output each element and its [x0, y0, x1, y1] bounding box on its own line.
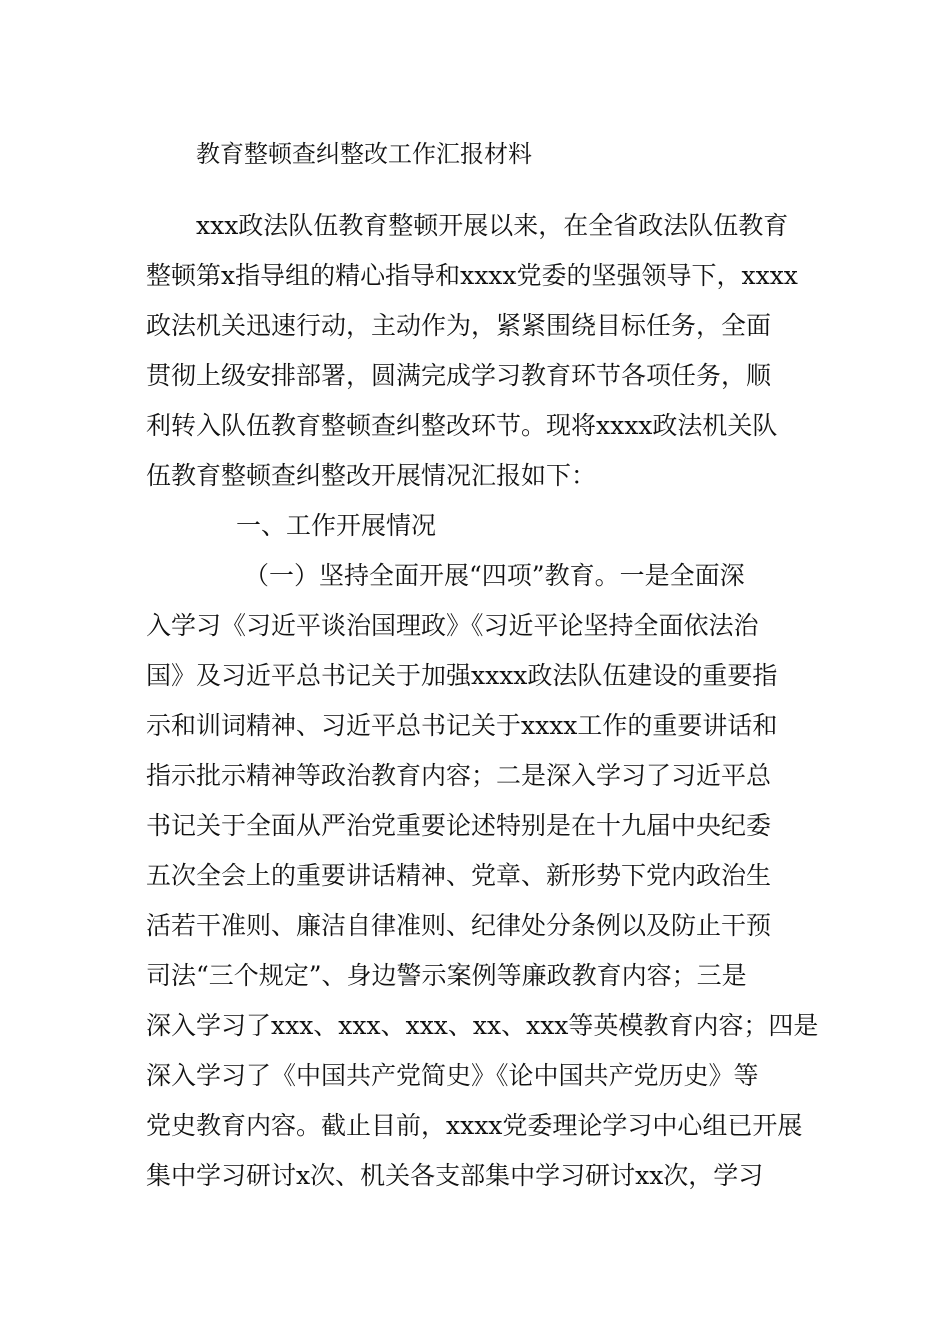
- paragraph-line: 示和训词精神、习近平总书记关于xxxx工作的重要讲话和: [146, 711, 778, 740]
- paragraph-line: 司法“三个规定”、身边警示案例等廉政教育内容；三是: [146, 961, 747, 990]
- paragraph-line: 深入学习了《中国共产党简史》《论中国共产党历史》等: [146, 1061, 759, 1090]
- paragraph-line: 指示批示精神等政治教育内容；二是深入学习了习近平总: [146, 761, 772, 790]
- paragraph-line: 深入学习了xxx、xxx、xxx、xx、xxx等英模教育内容；四是: [146, 1011, 819, 1040]
- paragraph-line: xxx政法队伍教育整顿开展以来，在全省政法队伍教育: [196, 211, 789, 240]
- paragraph-line: 贯彻上级安排部署，圆满完成学习教育环节各项任务，顺: [146, 361, 772, 390]
- paragraph-line: 利转入队伍教育整顿查纠整改环节。现将xxxx政法机关队: [146, 411, 778, 440]
- paragraph-line: 入学习《习近平谈治国理政》《习近平论坚持全面依法治: [146, 611, 759, 640]
- paragraph-line: 整顿第x指导组的精心指导和xxxx党委的坚强领导下，xxxx: [146, 261, 798, 290]
- paragraph-line: 伍教育整顿查纠整改开展情况汇报如下：: [146, 461, 597, 490]
- paragraph-line: 书记关于全面从严治党重要论述特别是在十九届中央纪委: [146, 811, 772, 840]
- section-heading: 一、工作开展情况: [236, 511, 437, 540]
- paragraph-line: 活若干准则、廉洁自律准则、纪律处分条例以及防止干预: [146, 911, 772, 940]
- paragraph-line: （一）坚持全面开展“四项”教育。一是全面深: [244, 561, 745, 590]
- paragraph-line: 国》及习近平总书记关于加强xxxx政法队伍建设的重要指: [146, 661, 778, 690]
- paragraph-line: 五次全会上的重要讲话精神、党章、新形势下党内政治生: [146, 861, 772, 890]
- document-title: 教育整顿查纠整改工作汇报材料: [196, 140, 532, 168]
- paragraph-line: 党史教育内容。截止目前，xxxx党委理论学习中心组已开展: [146, 1111, 803, 1140]
- paragraph-line: 集中学习研讨x次、机关各支部集中学习研讨xx次，学习: [146, 1161, 764, 1190]
- paragraph-line: 政法机关迅速行动，主动作为，紧紧围绕目标任务，全面: [146, 311, 772, 340]
